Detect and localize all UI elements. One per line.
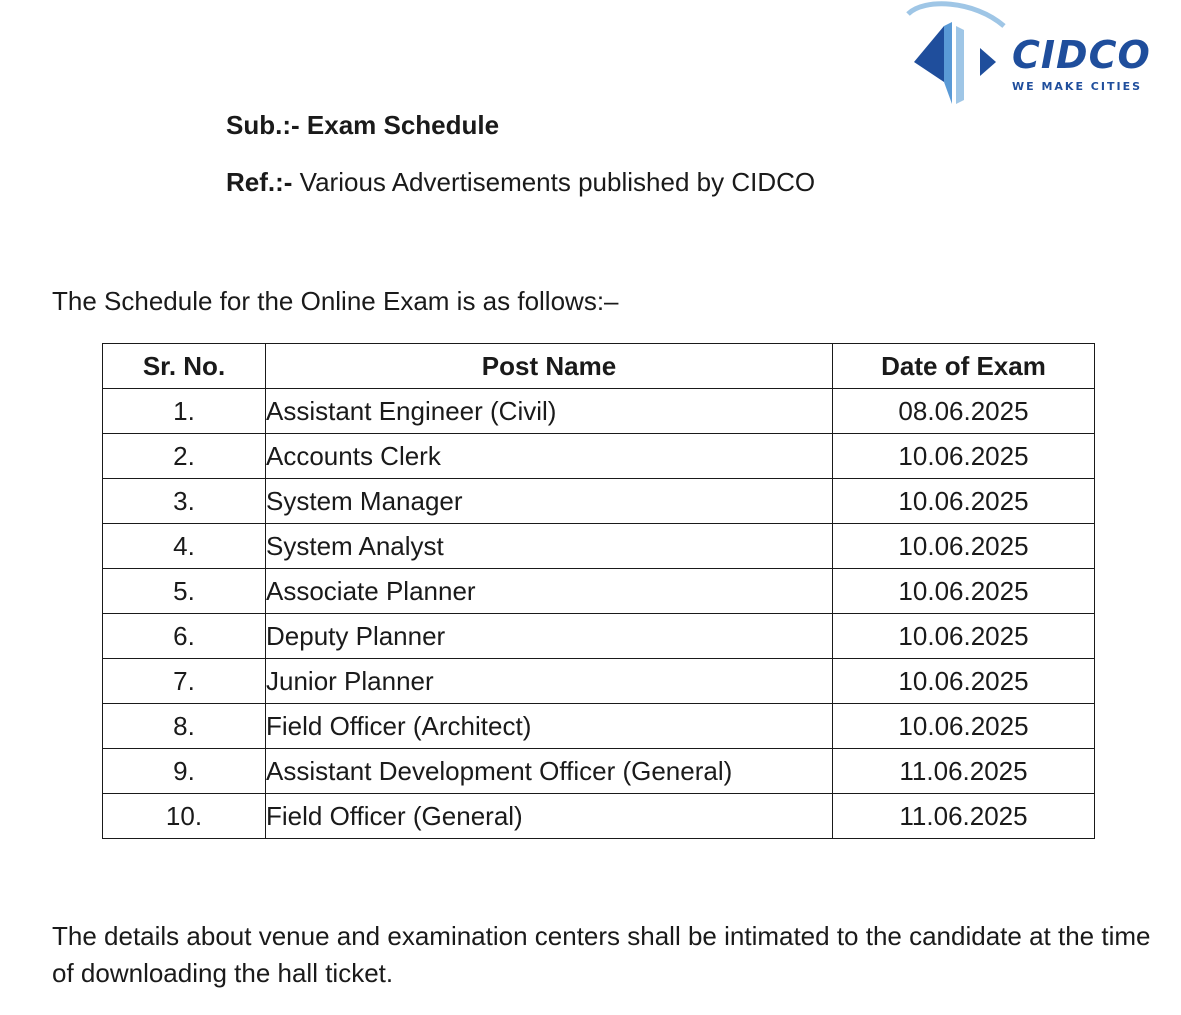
schedule-intro: The Schedule for the Online Exam is as follows:–: [52, 286, 619, 316]
post-name-cell: Field Officer (Architect): [266, 704, 833, 749]
sr-no-cell: 10.: [103, 794, 266, 839]
cidco-emblem-icon: [904, 0, 1014, 110]
logo-tagline: WE MAKE CITIES: [1012, 80, 1143, 93]
post-name-cell: Assistant Development Officer (General): [266, 749, 833, 794]
sr-no-cell: 3.: [103, 479, 266, 524]
table-row: [103, 524, 1095, 569]
post-name-cell: Field Officer (General): [266, 794, 833, 839]
reference-text: Various Advertisements published by CIDCO: [299, 167, 816, 197]
reference-line: [226, 167, 815, 198]
sr-no-cell: 9.: [103, 749, 266, 794]
exam-date-cell: 11.06.2025: [833, 749, 1095, 794]
sr-no-cell: 4.: [103, 524, 266, 569]
table-row: [103, 389, 1095, 434]
header-date-of-exam: Date of Exam: [833, 344, 1095, 389]
exam-date-cell: 08.06.2025: [833, 389, 1095, 434]
post-name-cell: Deputy Planner: [266, 614, 833, 659]
exam-date-cell: 10.06.2025: [833, 704, 1095, 749]
table-row: [103, 659, 1095, 704]
table-row: [103, 749, 1095, 794]
post-name-cell: System Manager: [266, 479, 833, 524]
sr-no-cell: 8.: [103, 704, 266, 749]
sr-no-cell: 2.: [103, 434, 266, 479]
subject-label: Sub.:-: [226, 110, 300, 140]
exam-date-cell: 10.06.2025: [833, 524, 1095, 569]
subject-text: Exam Schedule: [306, 110, 500, 140]
exam-date-cell: 11.06.2025: [833, 794, 1095, 839]
table-row: [103, 614, 1095, 659]
exam-date-cell: 10.06.2025: [833, 434, 1095, 479]
venue-note: The details about venue and examination centers shall be intimated to the candidate at the time of downloading the hall ticket.: [52, 921, 1151, 988]
exam-date-cell: 10.06.2025: [833, 614, 1095, 659]
logo-name: CIDCO: [1012, 33, 1151, 77]
sr-no-cell: 7.: [103, 659, 266, 704]
exam-date-cell: 10.06.2025: [833, 479, 1095, 524]
subject-line: [226, 110, 499, 141]
table-row: [103, 704, 1095, 749]
post-name-cell: Assistant Engineer (Civil): [266, 389, 833, 434]
post-name-cell: System Analyst: [266, 524, 833, 569]
table-row: [103, 569, 1095, 614]
table-row: [103, 479, 1095, 524]
table-row: [103, 434, 1095, 479]
sr-no-cell: 5.: [103, 569, 266, 614]
header-post-name: Post Name: [266, 344, 833, 389]
reference-label: Ref.:-: [226, 167, 293, 197]
exam-date-cell: 10.06.2025: [833, 659, 1095, 704]
post-name-cell: Associate Planner: [266, 569, 833, 614]
table-row: [103, 794, 1095, 839]
post-name-cell: Accounts Clerk: [266, 434, 833, 479]
sr-no-cell: 1.: [103, 389, 266, 434]
table-header-row: [103, 344, 1095, 389]
sr-no-cell: 6.: [103, 614, 266, 659]
header-sr-no: Sr. No.: [103, 344, 266, 389]
exam-schedule-table: [102, 343, 1095, 839]
exam-date-cell: 10.06.2025: [833, 569, 1095, 614]
post-name-cell: Junior Planner: [266, 659, 833, 704]
cidco-logo: [904, 0, 1164, 110]
